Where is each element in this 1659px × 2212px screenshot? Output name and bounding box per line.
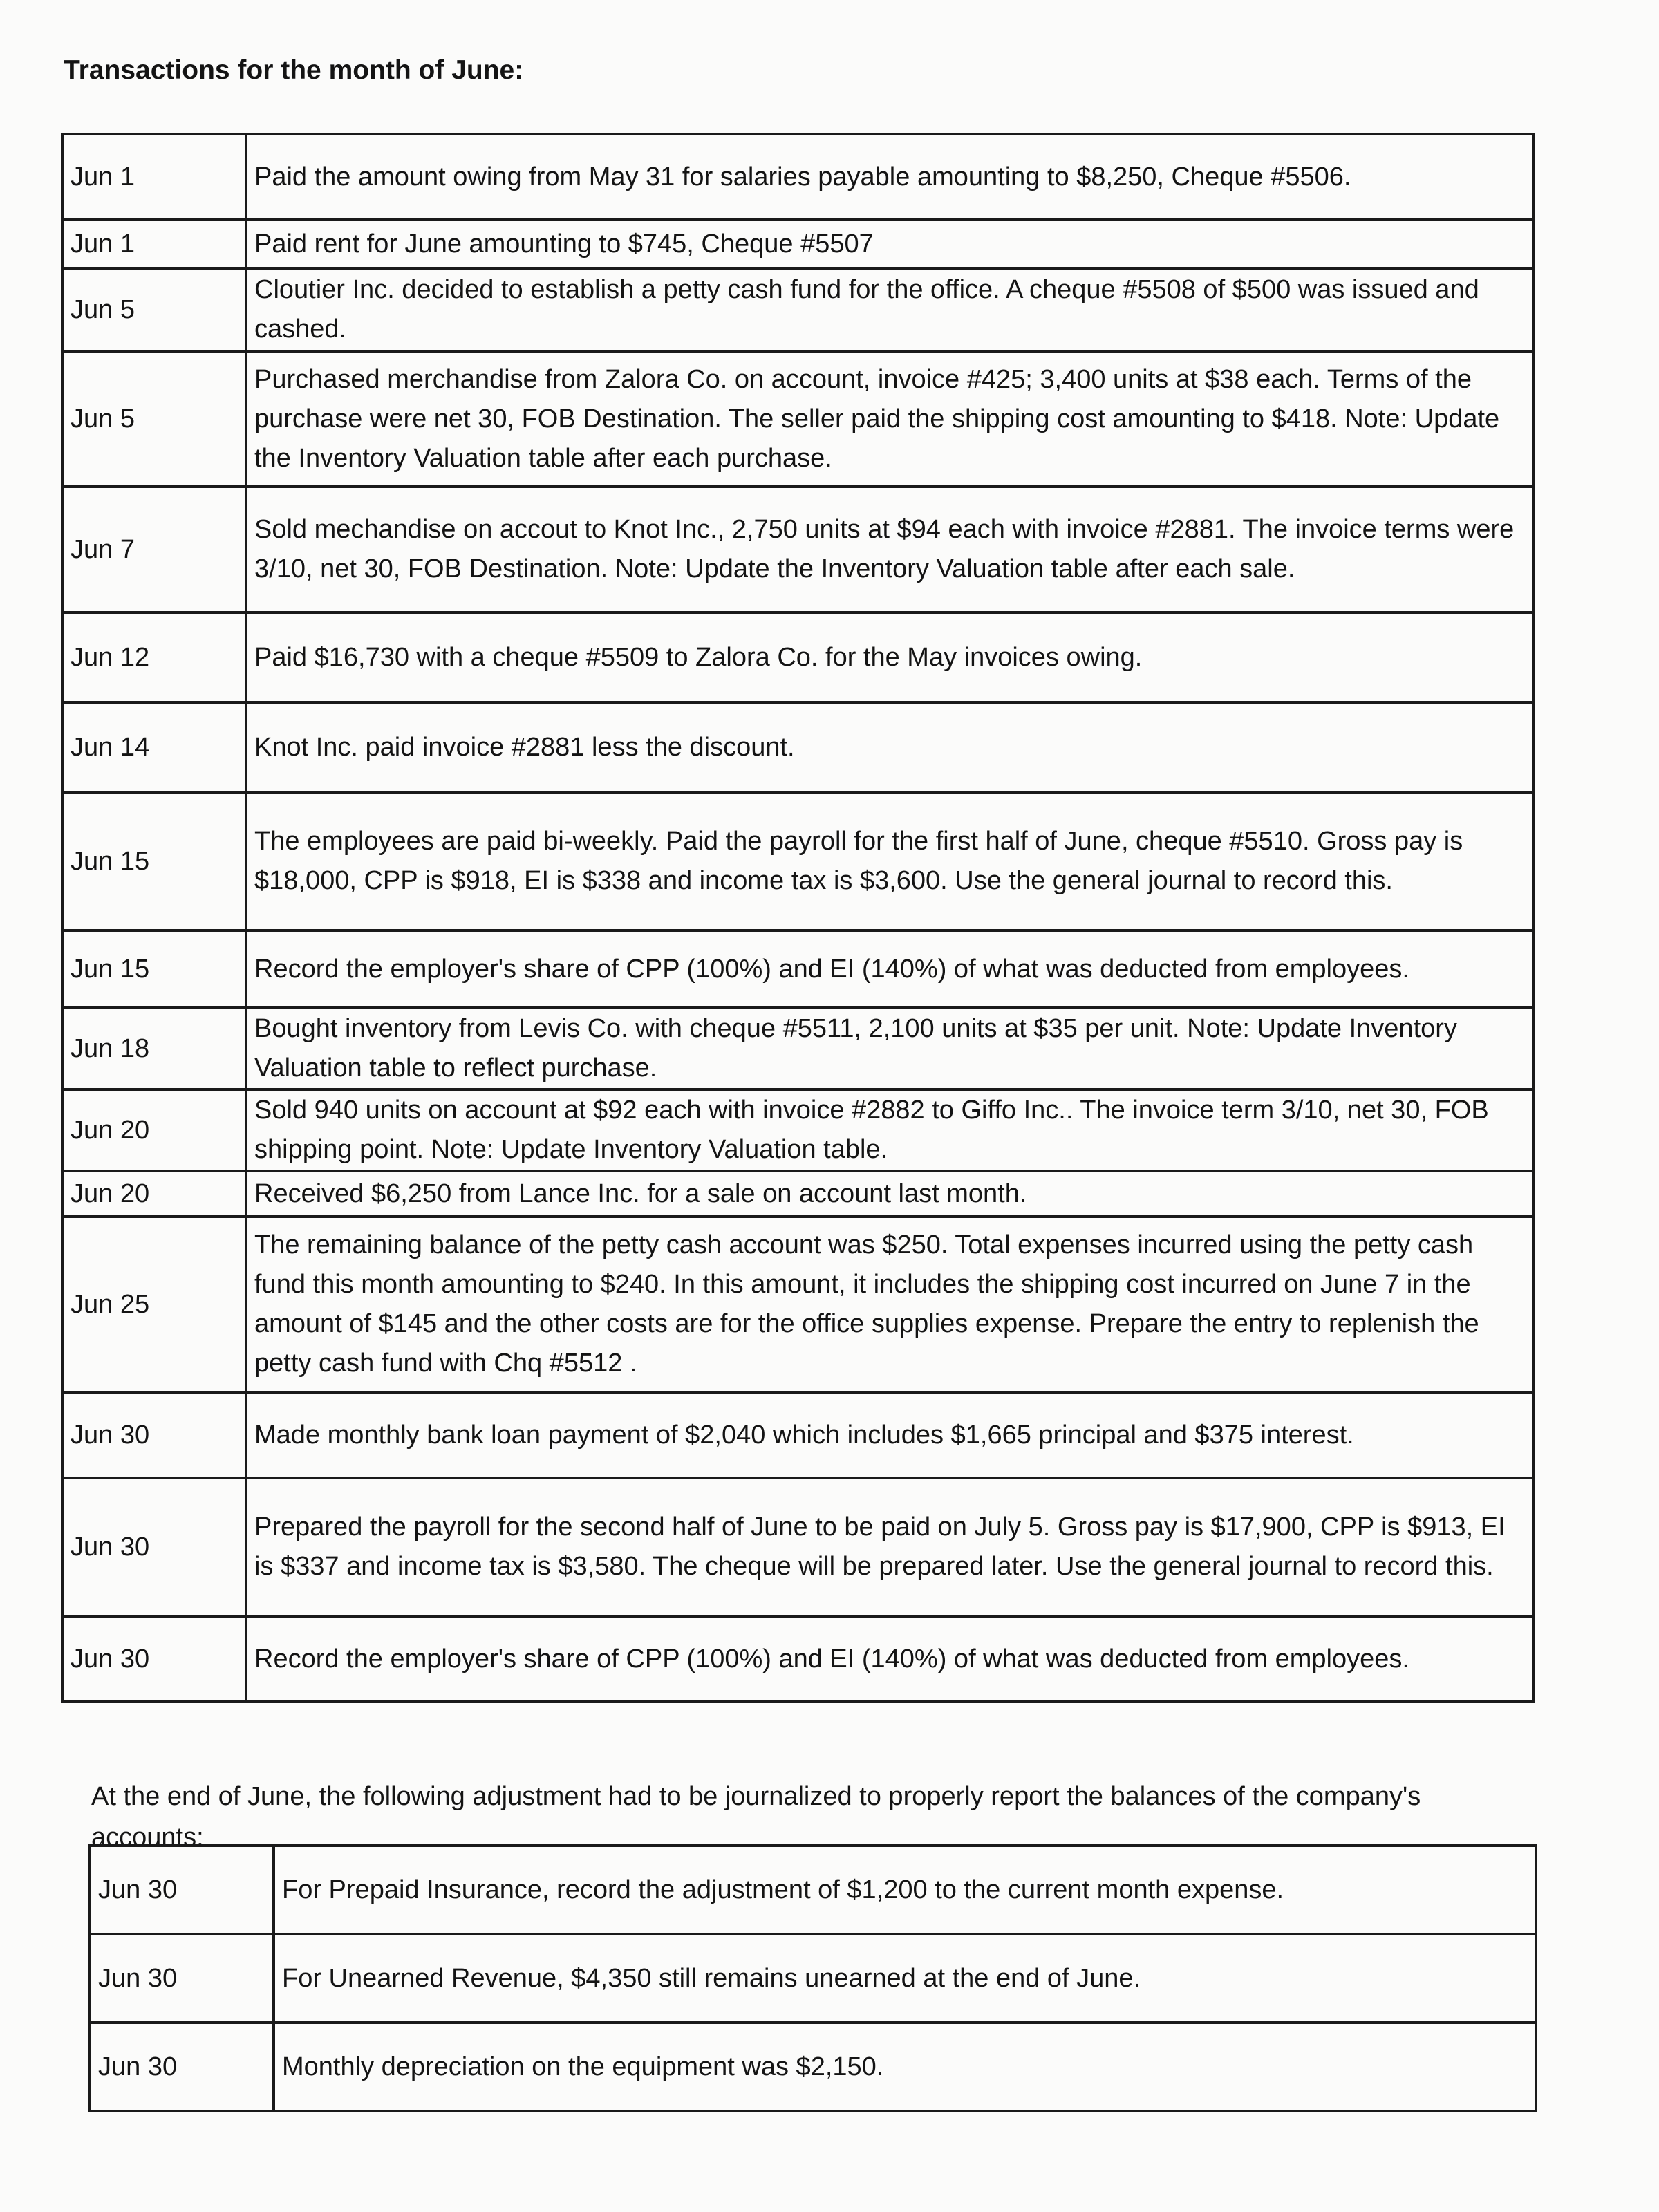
row-date: Jun 30 [90, 2023, 274, 2111]
row-description: For Prepaid Insurance, record the adjustment of $1,200 to the current month expense. [274, 1846, 1536, 1934]
row-description: Made monthly bank loan payment of $2,040 which includes $1,665 principal and $375 interest. [246, 1392, 1533, 1478]
row-date: Jun 30 [62, 1478, 246, 1616]
row-description: Paid the amount owing from May 31 for salaries payable amounting to $8,250, Cheque #5506. [246, 134, 1533, 220]
table-row [62, 487, 1533, 612]
row-date: Jun 14 [62, 702, 246, 792]
row-date: Jun 18 [62, 1008, 246, 1089]
row-description: Purchased merchandise from Zalora Co. on account, invoice #425; 3,400 units at $38 each. Terms of the purchase were net 30, FOB Destination. The seller paid the shipping cost amounting to $418. Note: Update the Inventory Valuation table after each purchase. [246, 351, 1533, 487]
row-description: Knot Inc. paid invoice #2881 less the discount. [246, 702, 1533, 792]
row-description: Prepared the payroll for the second half of June to be paid on July 5. Gross pay is $17,900, CPP is $913, EI is $337 and income tax is $3,580. The cheque will be prepared later. Use the general journal to record this. [246, 1478, 1533, 1616]
table-row [62, 268, 1533, 351]
table-row [90, 1934, 1536, 2023]
transactions-table [61, 133, 1535, 1703]
table-row [62, 1008, 1533, 1089]
row-date: Jun 20 [62, 1089, 246, 1171]
row-date: Jun 30 [62, 1392, 246, 1478]
row-date: Jun 15 [62, 792, 246, 930]
table-row [90, 2023, 1536, 2111]
table-row [62, 1089, 1533, 1171]
row-date: Jun 30 [90, 1846, 274, 1934]
row-date: Jun 5 [62, 268, 246, 351]
row-description: Monthly depreciation on the equipment was $2,150. [274, 2023, 1536, 2111]
table-row [62, 1171, 1533, 1217]
table-row [62, 792, 1533, 930]
row-date: Jun 12 [62, 612, 246, 702]
row-date: Jun 30 [90, 1934, 274, 2023]
row-description: Paid $16,730 with a cheque #5509 to Zalora Co. for the May invoices owing. [246, 612, 1533, 702]
row-date: Jun 20 [62, 1171, 246, 1217]
row-description: The remaining balance of the petty cash account was $250. Total expenses incurred using the petty cash fund this month amounting to $240. In this amount, it includes the shipping cost incurred on June 7 in the amount of $145 and the other costs are for the office supplies expense. Prepare the entry to replenish the petty cash fund with Chq #5512 . [246, 1217, 1533, 1392]
table-row [62, 1392, 1533, 1478]
table-row [62, 930, 1533, 1008]
row-description: Bought inventory from Levis Co. with cheque #5511, 2,100 units at $35 per unit. Note: Update Inventory Valuation table to reflect purchase. [246, 1008, 1533, 1089]
row-date: Jun 7 [62, 487, 246, 612]
table-row [90, 1846, 1536, 1934]
row-description: Paid rent for June amounting to $745, Cheque #5507 [246, 220, 1533, 268]
row-description: The employees are paid bi-weekly. Paid the payroll for the first half of June, cheque #5510. Gross pay is $18,000, CPP is $918, EI is $338 and income tax is $3,600. Use the general journal to record this. [246, 792, 1533, 930]
row-date: Jun 1 [62, 220, 246, 268]
row-description: For Unearned Revenue, $4,350 still remains unearned at the end of June. [274, 1934, 1536, 2023]
row-description: Received $6,250 from Lance Inc. for a sale on account last month. [246, 1171, 1533, 1217]
row-date: Jun 1 [62, 134, 246, 220]
table-row [62, 1616, 1533, 1702]
table-row [62, 351, 1533, 487]
adjustments-intro: At the end of June, the following adjustment had to be journalized to properly report the balances of the company's accounts: [91, 1782, 1421, 1852]
row-description: Cloutier Inc. decided to establish a petty cash fund for the office. A cheque #5508 of $500 was issued and cashed. [246, 268, 1533, 351]
row-date: Jun 15 [62, 930, 246, 1008]
table-row [62, 702, 1533, 792]
row-description: Sold mechandise on accout to Knot Inc., 2,750 units at $94 each with invoice #2881. The invoice terms were 3/10, net 30, FOB Destination. Note: Update the Inventory Valuation table after each sale. [246, 487, 1533, 612]
row-date: Jun 5 [62, 351, 246, 487]
table-row [62, 134, 1533, 220]
row-date: Jun 25 [62, 1217, 246, 1392]
table-row [62, 612, 1533, 702]
table-row [62, 1217, 1533, 1392]
table-row [62, 220, 1533, 268]
row-description: Record the employer's share of CPP (100%) and EI (140%) of what was deducted from employees. [246, 930, 1533, 1008]
row-description: Sold 940 units on account at $92 each with invoice #2882 to Giffo Inc.. The invoice term 3/10, net 30, FOB shipping point. Note: Update Inventory Valuation table. [246, 1089, 1533, 1171]
table-row [62, 1478, 1533, 1616]
row-date: Jun 30 [62, 1616, 246, 1702]
adjustments-table [88, 1844, 1537, 2112]
row-description: Record the employer's share of CPP (100%) and EI (140%) of what was deducted from employees. [246, 1616, 1533, 1702]
page-heading: Transactions for the month of June: [64, 55, 524, 85]
